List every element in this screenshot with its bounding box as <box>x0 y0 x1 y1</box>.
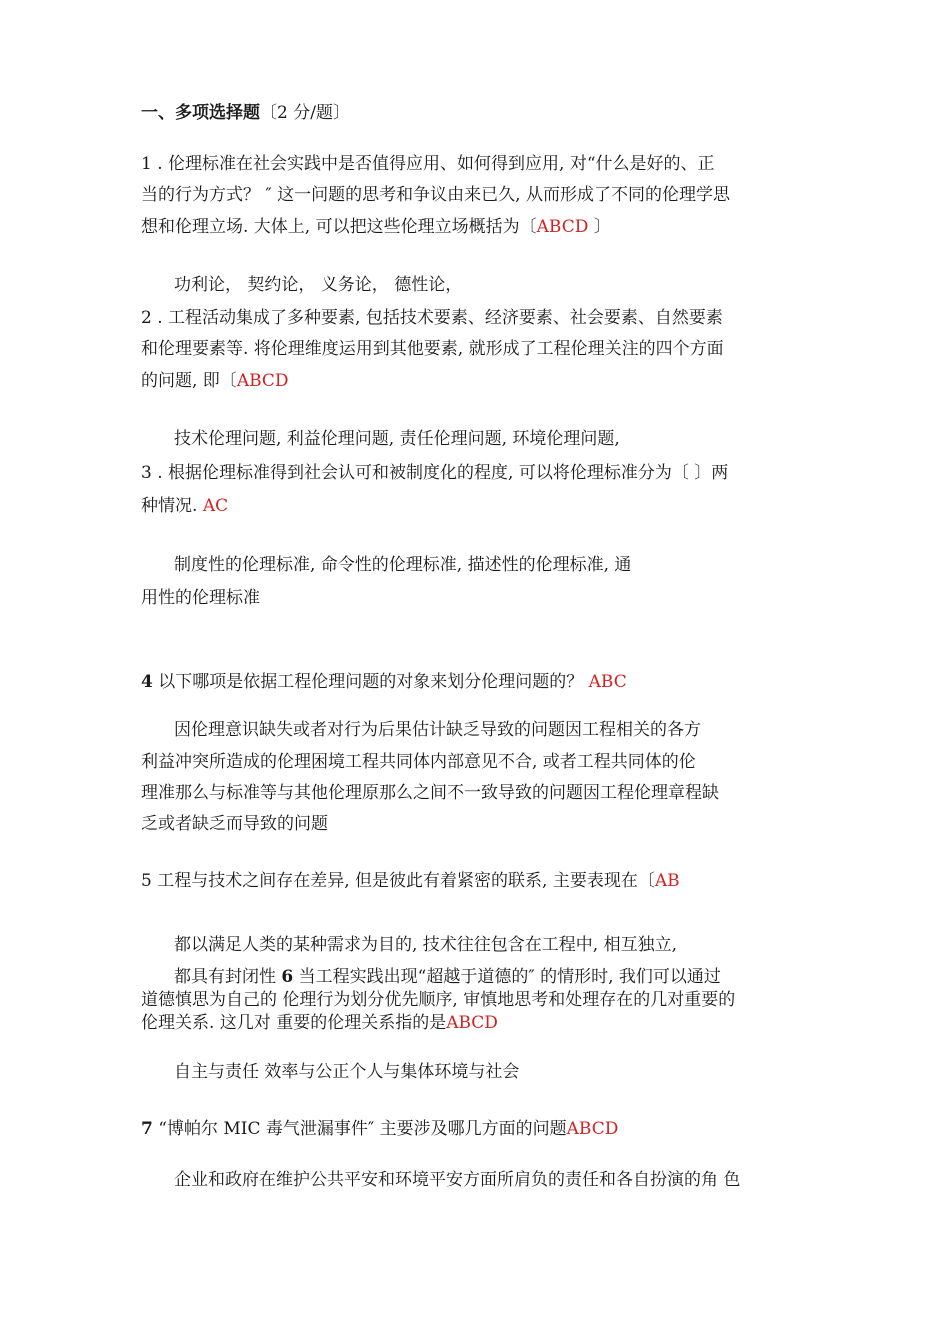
q5-line <box>141 870 680 892</box>
q4-number: 4 <box>141 672 153 692</box>
q4-line <box>141 671 627 693</box>
q3-line-2 <box>141 495 228 517</box>
q7-number: 7 <box>141 1119 153 1139</box>
q4-option-line-3: 理准那么与标准等与其他伦理原那么之间不一致导致的问题因工程伦理章程缺 <box>141 783 719 803</box>
q3-answer: AC <box>202 496 229 516</box>
q4-option-line-1: 因伦理意识缺失或者对行为后果估计缺乏导致的问题因工程相关的各方 <box>174 720 701 740</box>
q3-line-2-text: 种情况. <box>141 496 203 516</box>
q7-text: “博帕尔 MIC 毒气泄漏事件″ 主要涉及哪几方面的问题 <box>152 1119 567 1139</box>
q2-line-3 <box>141 370 289 392</box>
q5-option-line-2: 都具有封闭性 <box>174 967 282 987</box>
q1-options: 功利论， 契约论， 义务论， 德性论， <box>174 275 463 295</box>
q2-line-2: 和伦理要素等. 将伦理维度运用到其他要素, 就形成了工程伦理关注的四个方面 <box>141 339 724 359</box>
q2-line-1: 2 . 工程活动集成了多种要素, 包括技术要素、经济要素、社会要素、自然要素 <box>141 308 723 328</box>
q6-line-3-text: 伦理关系. 这几对 重要的伦理关系指的是 <box>141 1013 447 1033</box>
q5-option-line-1: 都以满足人类的某种需求为目的, 技术往往包含在工程中, 相互独立, <box>174 935 678 955</box>
q1-answer: ABCD <box>536 217 589 237</box>
q1-line-3 <box>141 216 611 238</box>
q5-text: 5 工程与技术之间存在差异, 但是彼此有着紧密的联系, 主要表现在〔 <box>141 871 655 891</box>
q6-answer: ABCD <box>446 1013 498 1033</box>
q4-option-line-4: 乏或者缺乏而导致的问题 <box>141 814 328 834</box>
q3-line-1: 3 . 根据伦理标准得到社会认可和被制度化的程度, 可以将伦理标准分为〔 〕两 <box>141 463 729 483</box>
q4-answer: ABC <box>588 672 627 692</box>
q6-number: 6 <box>281 967 294 987</box>
section-note: 〔2 分/题〕 <box>260 103 350 123</box>
q1-line-3-text: 想和伦理立场. 大体上, 可以把这些伦理立场概括为〔 <box>141 217 537 237</box>
q4-option-line-2: 利益冲突所造成的伦理困境工程共同体内部意见不合, 或者工程共同体的伦 <box>141 752 696 772</box>
section-heading <box>141 102 350 124</box>
q6-options: 自主与责任 效率与公正个人与集体环境与社会 <box>174 1062 520 1082</box>
q3-options-1: 制度性的伦理标准, 命令性的伦理标准, 描述性的伦理标准, 通 <box>174 555 632 575</box>
q7-answer: ABCD <box>566 1119 619 1139</box>
q6-line-3 <box>141 1012 498 1034</box>
q2-options: 技术伦理问题, 利益伦理问题, 责任伦理问题, 环境伦理问题, <box>174 429 620 449</box>
q4-text: 以下哪项是依据工程伦理问题的对象来划分伦理问题的？ <box>152 672 589 692</box>
q1-line-3-end: 〕 <box>588 217 611 237</box>
q1-line-1: 1 . 伦理标准在社会实践中是否值得应用、如何得到应用, 对“什么是好的、正 <box>141 154 715 174</box>
q7-options: 企业和政府在维护公共平安和环境平安方面所肩负的责任和各自扮演的角 色 <box>174 1170 741 1190</box>
q6-line-2: 道德慎思为自己的 伦理行为划分优先顺序, 审慎地思考和处理存在的几对重要的 <box>141 990 736 1010</box>
q2-line-3-text: 的问题, 即〔 <box>141 371 237 391</box>
q1-line-2: 当的行为方式？ ″ 这一问题的思考和争议由来已久, 从而形成了不同的伦理学思 <box>141 185 730 205</box>
q2-answer: ABCD <box>236 371 289 391</box>
q5-answer: AB <box>654 871 680 891</box>
q3-options-2: 用性的伦理标准 <box>141 588 260 608</box>
q7-line <box>141 1118 618 1140</box>
section-title: 一、多项选择题 <box>141 103 260 123</box>
q5-q6-line <box>174 966 721 988</box>
q6-text-1: 当工程实践出现“超越于道德的″ 的情形时, 我们可以通过 <box>293 967 721 987</box>
